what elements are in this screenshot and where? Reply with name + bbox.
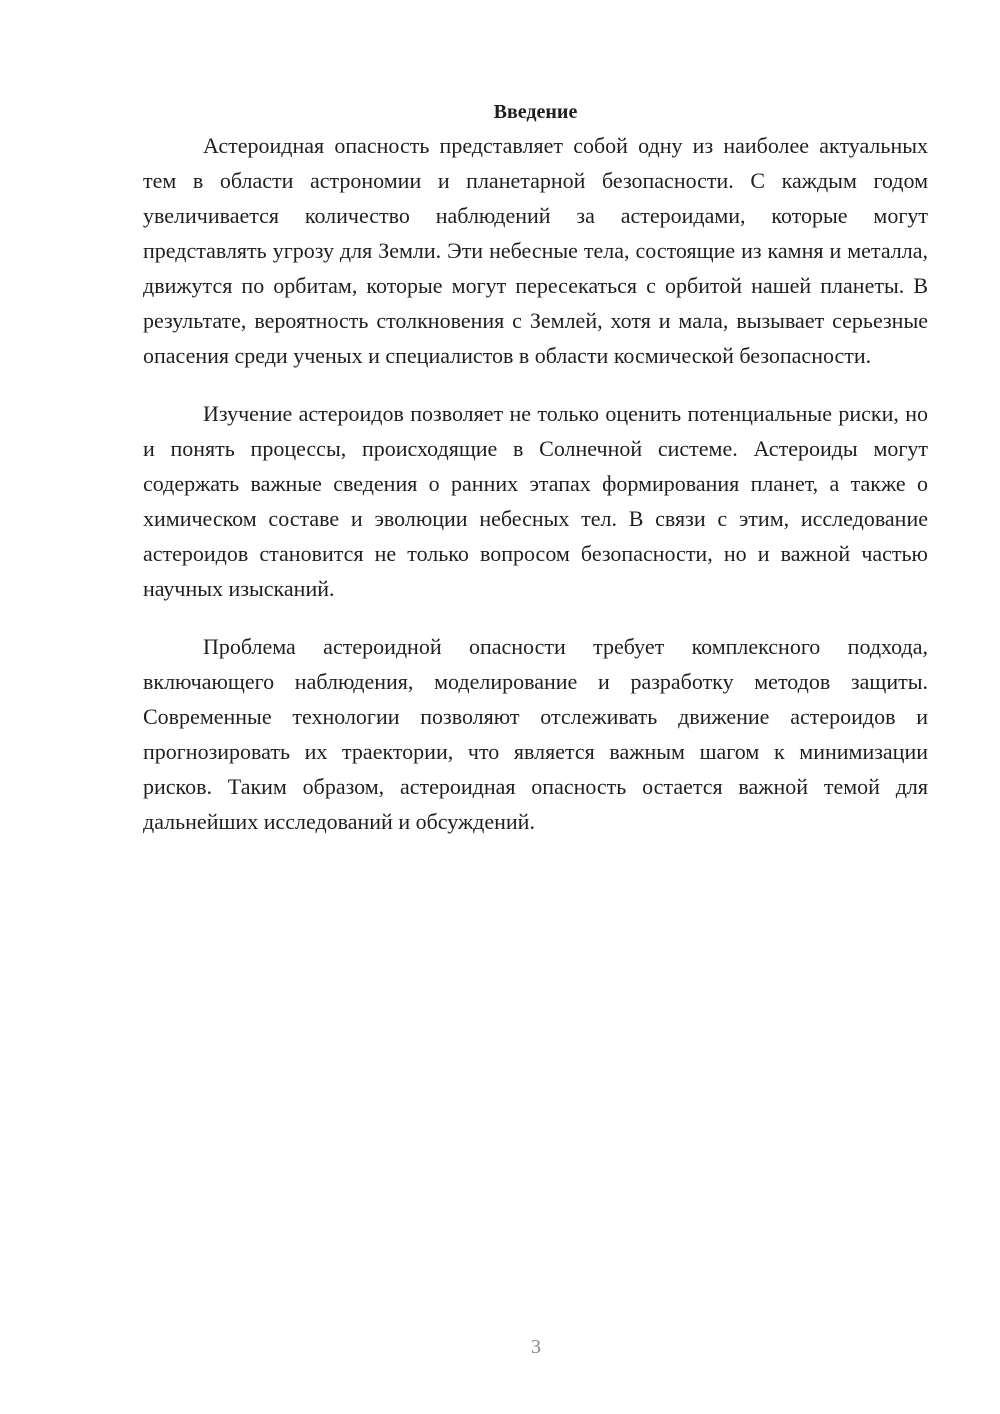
section-heading: Введение xyxy=(493,101,578,123)
paragraph-1: Астероидная опасность представляет собой одну из наиболее актуальных тем в области астрономии и планетарной безопасности. С каждым годом увеличивается количество наблюдений за астероидами, которые могут представлять угрозу для Земли. Эти небесные тела, состоящие из камня и металла, движутся по орбитам, которые могут пересекаться с орбитой нашей планеты. В результате, вероятность столкновения с Землей, хотя и мала, вызывает серьезные опасения среди ученых и специалистов в области космической безопасности. xyxy=(143,133,928,368)
paragraph-3: Проблема астероидной опасности требует комплексного подхода, включающего наблюдения, моделирование и разработку методов защиты. Современные технологии позволяют отслеживать движение астероидов и прогнозировать их траектории, что является важным шагом к минимизации рисков. Таким образом, астероидная опасность остается важной темой для дальнейших исследований и обсуждений. xyxy=(143,634,928,834)
paragraph-2: Изучение астероидов позволяет не только оценить потенциальные риски, но и понять процессы, происходящие в Солнечной системе. Астероиды могут содержать важные сведения о ранних этапах формирования планет, а также о химическом составе и эволюции небесных тел. В связи с этим, исследование астероидов становится не только вопросом безопасности, но и важной частью научных изысканий. xyxy=(143,401,928,601)
page-number: 3 xyxy=(531,1336,541,1358)
page-content xyxy=(143,96,928,839)
